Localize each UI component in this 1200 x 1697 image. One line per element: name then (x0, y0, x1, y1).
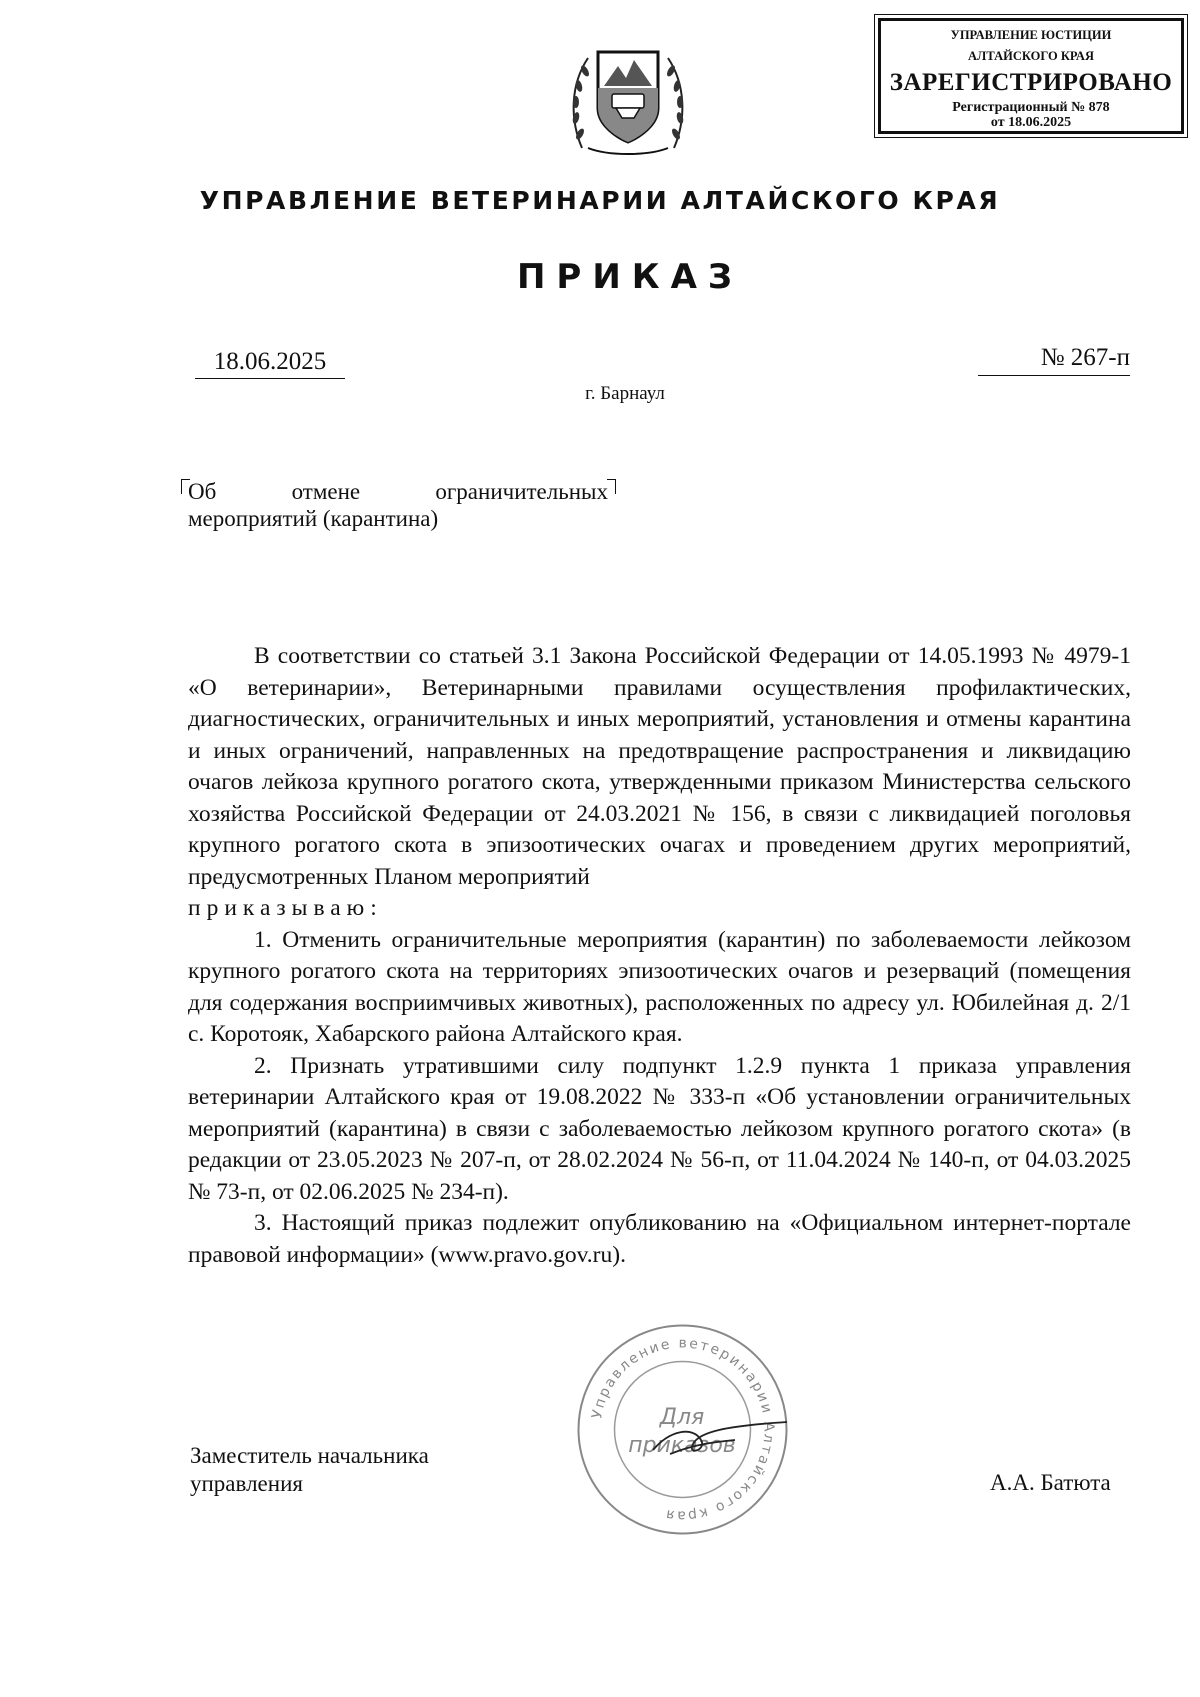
document-number: № 267-п (978, 344, 1130, 376)
stamp-status: ЗАРЕГИСТРИРОВАНО (889, 69, 1173, 96)
order-item-1: 1. Отменить ограничительные мероприятия (карантин) по заболеваемости лейкозом крупного рогатого скота на территориях эпизоотических очагов и резерваций (помещения для содержания восприимчивых животных), расположенных по адресу ул. Юбилейная д. 2/1 с. Коротояк, Хабарского района Алтайского края. (188, 926, 1131, 1047)
stamp-org-line-1: УПРАВЛЕНИЕ ЮСТИЦИИ (950, 28, 1112, 42)
stamp-reg-date: от 18.06.2025 (990, 115, 1072, 130)
seal-ring-text: Управление ветеринарии Алтайского края (589, 1335, 777, 1524)
subject-bracket-right (607, 479, 616, 494)
subject-line-2: мероприятий (карантина) (188, 506, 439, 531)
signatory-name: А.А. Батюта (990, 1470, 1111, 1495)
subject-word-2: отмене (291, 479, 361, 504)
preamble-paragraph: В соответствии со статьей 3.1 Закона Российской Федерации от 14.05.1993 № 4979-1 «О ветеринарии», Ветеринарными правилами осуществления профилактических, диагностических, ограничительных и иных мероприятий, установления и отмены карантина и иных ограничений, направленных на предотвращение распространения и ликвидацию очагов лейкоза крупного рогатого скота, утвержденными приказом Министерства сельского хозяйства Российской Федерации от 24.03.2021 № 156, в связи с ликвидацией поголовья крупного рогатого скота в эпизоотических очагах и проведением других мероприятий, предусмотренных Планом мероприятий (188, 643, 1131, 890)
subject-word-3: ограничительных (435, 479, 608, 504)
seal-center-line-1: Для (659, 1405, 705, 1430)
coat-of-arms-icon (568, 30, 688, 160)
signatory-title-line-2: управления (190, 1471, 303, 1496)
order-item-2: 2. Признать утратившими силу подпункт 1.2.9 пункта 1 приказа управления ветеринарии Алтайского края от 19.08.2022 № 333-п «Об установлении ограничительных мероприятий (карантина) в связи с заболеваемостью лейкозом крупного рогатого скота» (в редакции от 23.05.2023 № 207-п, от 28.02.2024 № 56-п, от 11.04.2024 № 140-п, от 04.03.2025 № 73-п, от 02.06.2025 № 234-п). (188, 1052, 1131, 1205)
order-item-3: 3. Настоящий приказ подлежит опубликованию на «Официальном интернет-портале правовой информации» (www.pravo.gov.ru). (188, 1210, 1131, 1268)
seal-center-line-2: приказов (628, 1433, 736, 1458)
document-body (188, 641, 1131, 1271)
round-seal-stamp (575, 1322, 790, 1537)
order-word: приказываю: (188, 895, 383, 921)
document-type: ПРИКАЗ (516, 257, 744, 297)
stamp-reg-number: Регистрационный № 878 (952, 100, 1110, 115)
stamp-org-line-2: АЛТАЙСКОГО КРАЯ (968, 49, 1094, 63)
subject-word-1: Об (188, 479, 217, 504)
registration-stamp (878, 18, 1184, 134)
document-city: г. Барнаул (585, 383, 665, 404)
signatory-title (190, 1442, 429, 1498)
issuing-authority: УПРАВЛЕНИЕ ВЕТЕРИНАРИИ АЛТАЙСКОГО КРАЯ (199, 186, 1001, 215)
document-subject (188, 478, 608, 532)
document-date: 18.06.2025 (195, 348, 345, 379)
signatory-title-line-1: Заместитель начальника (190, 1443, 429, 1468)
